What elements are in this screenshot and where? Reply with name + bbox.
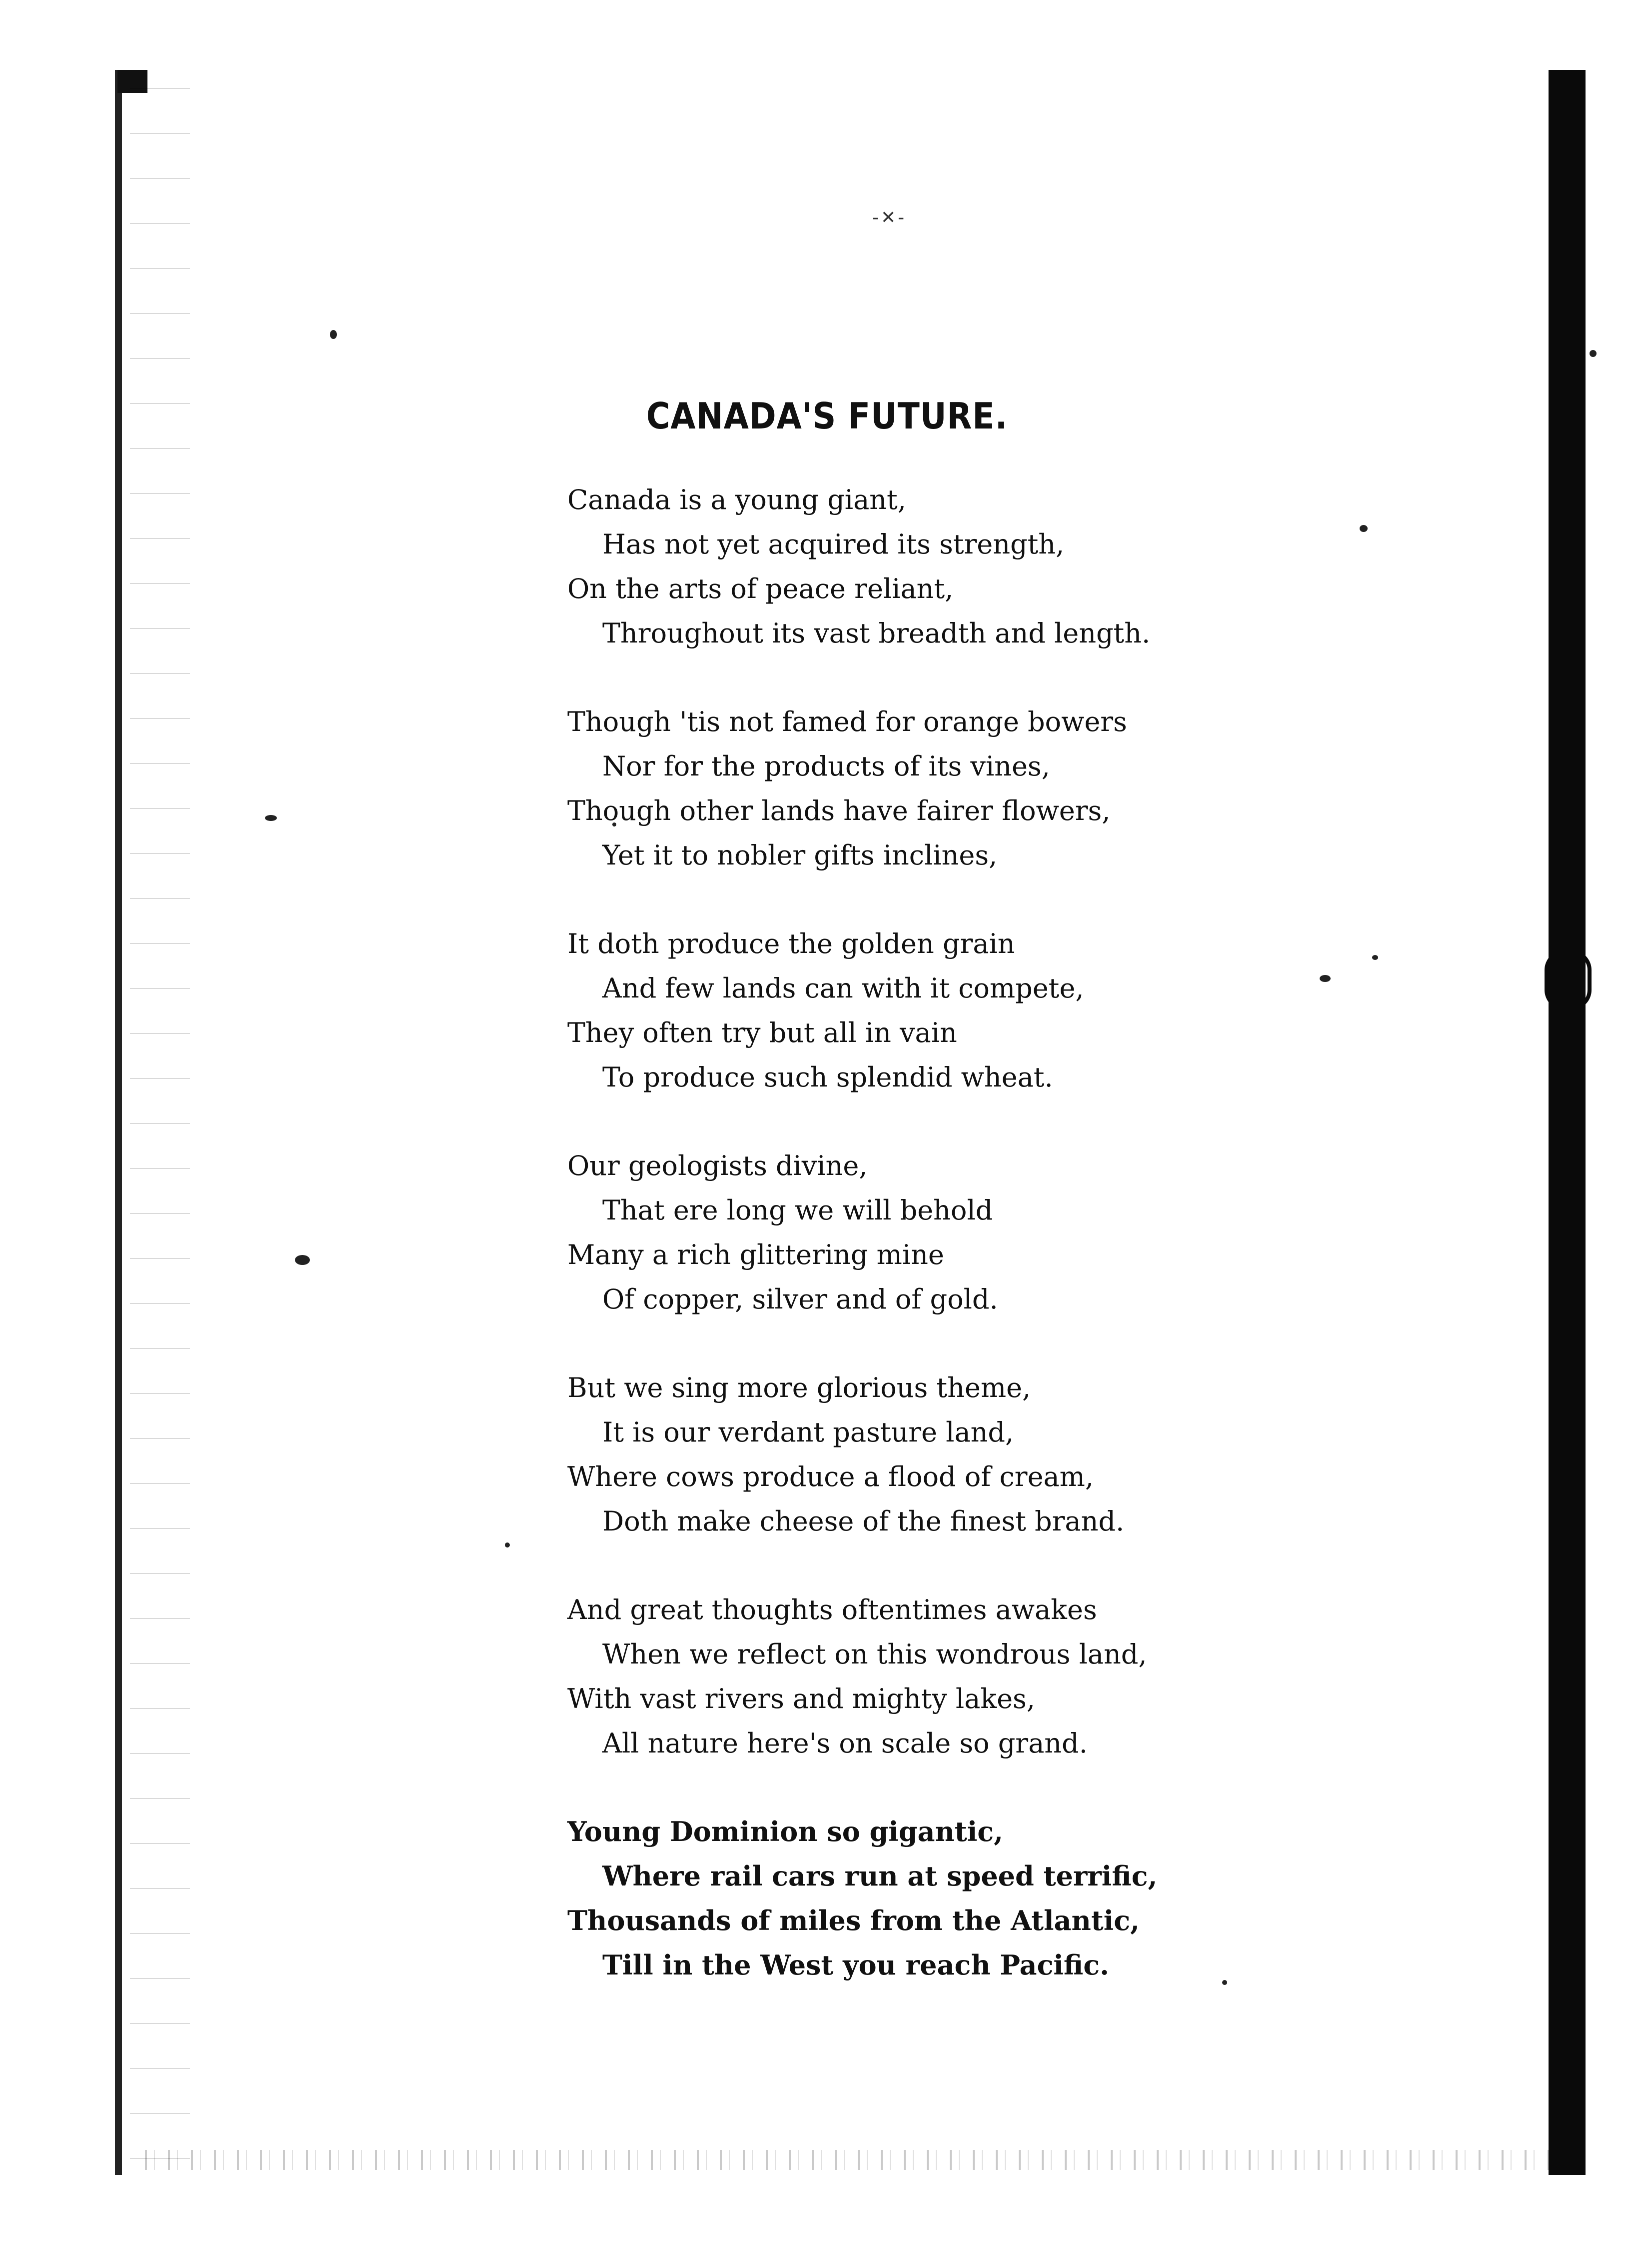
left-binding-edge (115, 70, 122, 2175)
poem-line: Doth make cheese of the finest brand. (602, 1506, 1125, 1537)
poem-line: That ere long we will behold (602, 1194, 993, 1226)
poem-line: When we reflect on this wondrous land, (602, 1638, 1147, 1670)
poem-line: Throughout its vast breadth and length. (602, 618, 1151, 649)
right-binding-bar (1549, 70, 1586, 2175)
poem-line: With vast rivers and mighty lakes, (567, 1683, 1035, 1714)
poem-line: Young Dominion so gigantic, (567, 1816, 1003, 1848)
poem-line: To produce such splendid wheat. (602, 1062, 1053, 1093)
poem-line: Yet it to nobler gifts inclines, (602, 840, 998, 871)
stanza-4 (567, 1144, 1517, 1322)
stanza-5 (567, 1366, 1517, 1544)
poem-line: They often try but all in vain (567, 1017, 957, 1048)
poem-line: Where rail cars run at speed terrific, (602, 1860, 1158, 1892)
stanza-2 (567, 700, 1517, 878)
scan-speck (1590, 350, 1597, 357)
poem-line: Nor for the products of its vines, (602, 750, 1050, 782)
poem-line: Though 'tis not famed for orange bowers (567, 706, 1127, 738)
poem-line: And great thoughts oftentimes awakes (567, 1594, 1097, 1626)
poem-line: Though other lands have fairer flowers, (567, 795, 1111, 826)
poem-title: CANADA'S FUTURE. (646, 395, 1008, 437)
poem-line: And few lands can with it compete, (602, 972, 1084, 1004)
scan-speck (295, 1255, 310, 1265)
poem-line: Where cows produce a flood of cream, (567, 1461, 1094, 1492)
poem-line: All nature here's on scale so grand. (602, 1728, 1088, 1759)
poem-line: It doth produce the golden grain (567, 928, 1015, 960)
poem-line: But we sing more glorious theme, (567, 1372, 1031, 1404)
binding-clip (1545, 950, 1592, 1010)
stanza-6 (567, 1588, 1517, 1766)
poem-line: Has not yet acquired its strength, (602, 528, 1065, 560)
poem-line: Thousands of miles from the Atlantic, (567, 1904, 1140, 1936)
stanza-1 (567, 478, 1517, 656)
poem-body (567, 478, 1517, 2032)
scan-speck (330, 330, 337, 339)
scan-speck (265, 815, 277, 821)
bottom-speckled-edge (145, 2150, 1550, 2170)
stanza-3 (567, 922, 1517, 1100)
poem-line: Canada is a young giant, (567, 484, 906, 516)
poem-line: Of copper, silver and of gold. (602, 1284, 998, 1315)
top-ornament-mark: -✕- (872, 208, 907, 228)
poem-line: Our geologists divine, (567, 1150, 868, 1182)
poem-line: Many a rich glittering mine (567, 1239, 944, 1270)
poem-line: On the arts of peace reliant, (567, 573, 954, 604)
stanza-7 (567, 1810, 1517, 1988)
poem-line: Till in the West you reach Pacific. (602, 1949, 1109, 1981)
poem-line: It is our verdant pasture land, (602, 1416, 1014, 1448)
left-edge-speckle (130, 70, 190, 2175)
scan-speck (505, 1542, 510, 1548)
